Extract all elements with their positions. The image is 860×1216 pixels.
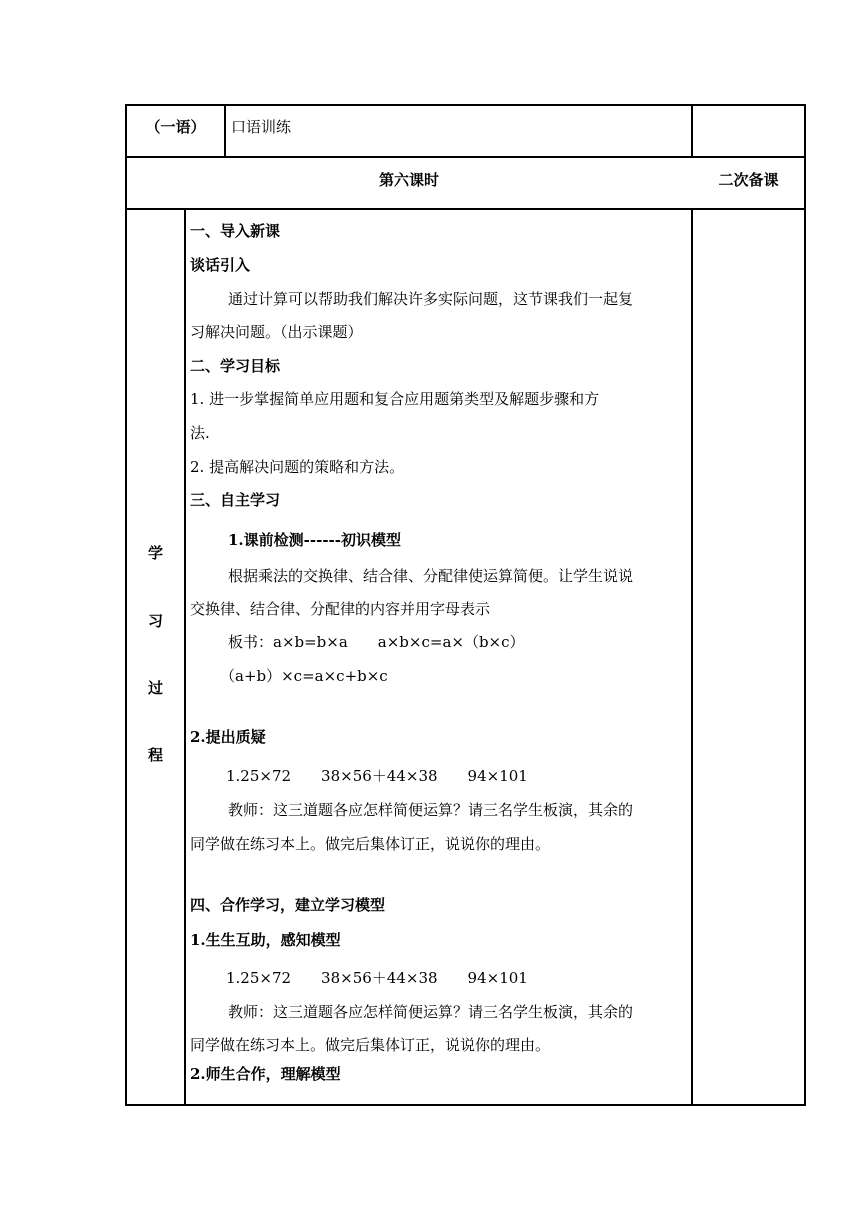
section-1-heading: 一、导入新课 bbox=[190, 222, 281, 240]
process-label-char-3: 过 bbox=[147, 679, 163, 697]
section-2-heading: 二、学习目标 bbox=[190, 357, 281, 375]
board-notes-line-1: 板书：a×b=b×a a×b×c=a×（b×c） bbox=[228, 633, 525, 651]
lesson-title: 第六课时 bbox=[378, 171, 439, 189]
section-4-teacher-line-1: 教师：这三道题各应怎样简便运算？请三名学生板演，其余的 bbox=[228, 1003, 634, 1021]
side-column-divider bbox=[691, 104, 693, 158]
goal-1-line-2: 法. bbox=[190, 424, 210, 442]
section-4-subheading-1: 1.生生互助，感知模型 bbox=[190, 931, 341, 949]
section-1-paragraph-line-2: 习解决问题。（出示课题） bbox=[190, 323, 363, 341]
goal-1-line-1: 1. 进一步掌握简单应用题和复合应用题第类型及解题步骤和方 bbox=[190, 390, 600, 408]
board-notes-line-2: （a+b）×c=a×c+b×c bbox=[220, 667, 388, 685]
section-4-subheading-2: 2.师生合作，理解模型 bbox=[190, 1065, 341, 1083]
section-3-subheading-1: 1.课前检测------初识模型 bbox=[228, 531, 402, 549]
header-cell-divider bbox=[224, 104, 226, 158]
section-3-expressions: 1.25×72 38×56＋44×38 94×101 bbox=[226, 767, 528, 785]
section-3-teacher-line-1: 教师：这三道题各应怎样简便运算？请三名学生板演，其余的 bbox=[228, 801, 634, 819]
section-3-paragraph-line-1: 根据乘法的交换律、结合律、分配律使运算简便。让学生说说 bbox=[228, 567, 634, 585]
process-label-char-2: 习 bbox=[147, 612, 163, 630]
section-1-subheading: 谈话引入 bbox=[190, 256, 251, 274]
section-4-expressions: 1.25×72 38×56＋44×38 94×101 bbox=[226, 969, 528, 987]
row-divider-1 bbox=[125, 156, 806, 158]
side-column-divider-lower bbox=[691, 208, 693, 1106]
header-tag: （一语） bbox=[145, 118, 206, 136]
section-1-paragraph-line-1: 通过计算可以帮助我们解决许多实际问题，这节课我们一起复 bbox=[228, 290, 634, 308]
side-header: 二次备课 bbox=[718, 171, 779, 189]
goal-2: 2. 提高解决问题的策略和方法。 bbox=[190, 458, 405, 476]
row-divider-2 bbox=[125, 208, 806, 210]
section-4-teacher-line-2: 同学做在练习本上。做完后集体订正，说说你的理由。 bbox=[190, 1036, 551, 1054]
section-3-teacher-line-2: 同学做在练习本上。做完后集体订正，说说你的理由。 bbox=[190, 835, 551, 853]
table-right-border bbox=[804, 104, 806, 1106]
process-label-char-1: 学 bbox=[147, 544, 163, 562]
process-label-char-4: 程 bbox=[147, 746, 163, 764]
table-top-border bbox=[125, 104, 806, 106]
section-3-subheading-2: 2.提出质疑 bbox=[190, 728, 266, 746]
section-3-heading: 三、自主学习 bbox=[190, 491, 281, 509]
process-column-divider bbox=[184, 208, 186, 1106]
table-bottom-border bbox=[125, 1104, 806, 1106]
header-activity: 口语训练 bbox=[231, 118, 292, 136]
section-4-heading: 四、合作学习，建立学习模型 bbox=[190, 896, 386, 914]
section-3-paragraph-line-2: 交换律、结合律、分配律的内容并用字母表示 bbox=[190, 600, 491, 618]
table-left-border bbox=[125, 104, 127, 1106]
